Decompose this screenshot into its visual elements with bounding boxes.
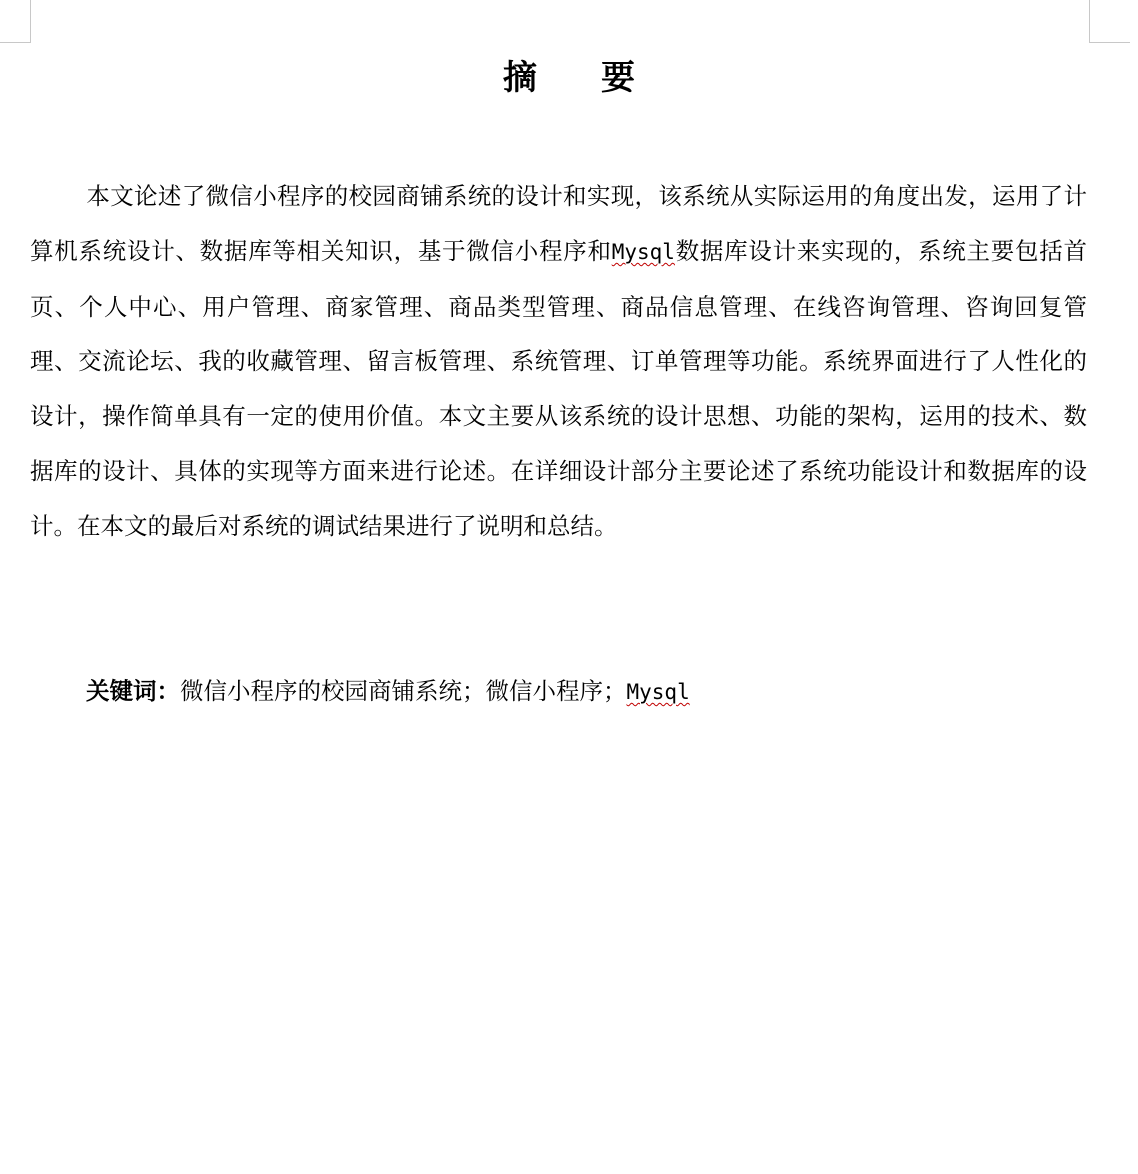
abstract-term-mysql: Mysql	[611, 239, 675, 264]
crop-mark-top-right	[1089, 0, 1130, 43]
page-title	[0, 52, 1138, 104]
keywords-line	[86, 664, 1086, 719]
title-char-1: 摘	[503, 58, 537, 98]
abstract-paragraph	[30, 169, 1087, 554]
title-char-2: 要	[601, 58, 635, 98]
keywords-term-mysql: Mysql	[626, 680, 690, 704]
abstract-text-part-1: 本文论述了微信小程序的校园商铺系统的设计和实现，该系统从实际运用的角度出发，运用了计算机系统设计、数据库等相关知识，基于微信小程序和	[30, 182, 1087, 265]
abstract-text-part-2: 数据库设计来实现的，系统主要包括首页、个人中心、用户管理、商家管理、商品类型管理、商品信息管理、在线咨询管理、咨询回复管理、交流论坛、我的收藏管理、留言板管理、系统管理、订单管理等功能。系统界面进行了人性化的设计，操作简单具有一定的使用价值。本文主要从该系统的设计思想、功能的架构，运用的技术、数据库的设计、具体的实现等方面来进行论述。在详细设计部分主要论述了系统功能设计和数据库的设计。在本文的最后对系统的调试结果进行了说明和总结。	[30, 236, 1088, 540]
keywords-text: 微信小程序的校园商铺系统；微信小程序；	[180, 677, 627, 705]
crop-mark-top-left	[0, 0, 31, 43]
keywords-label: 关键词：	[86, 677, 180, 705]
